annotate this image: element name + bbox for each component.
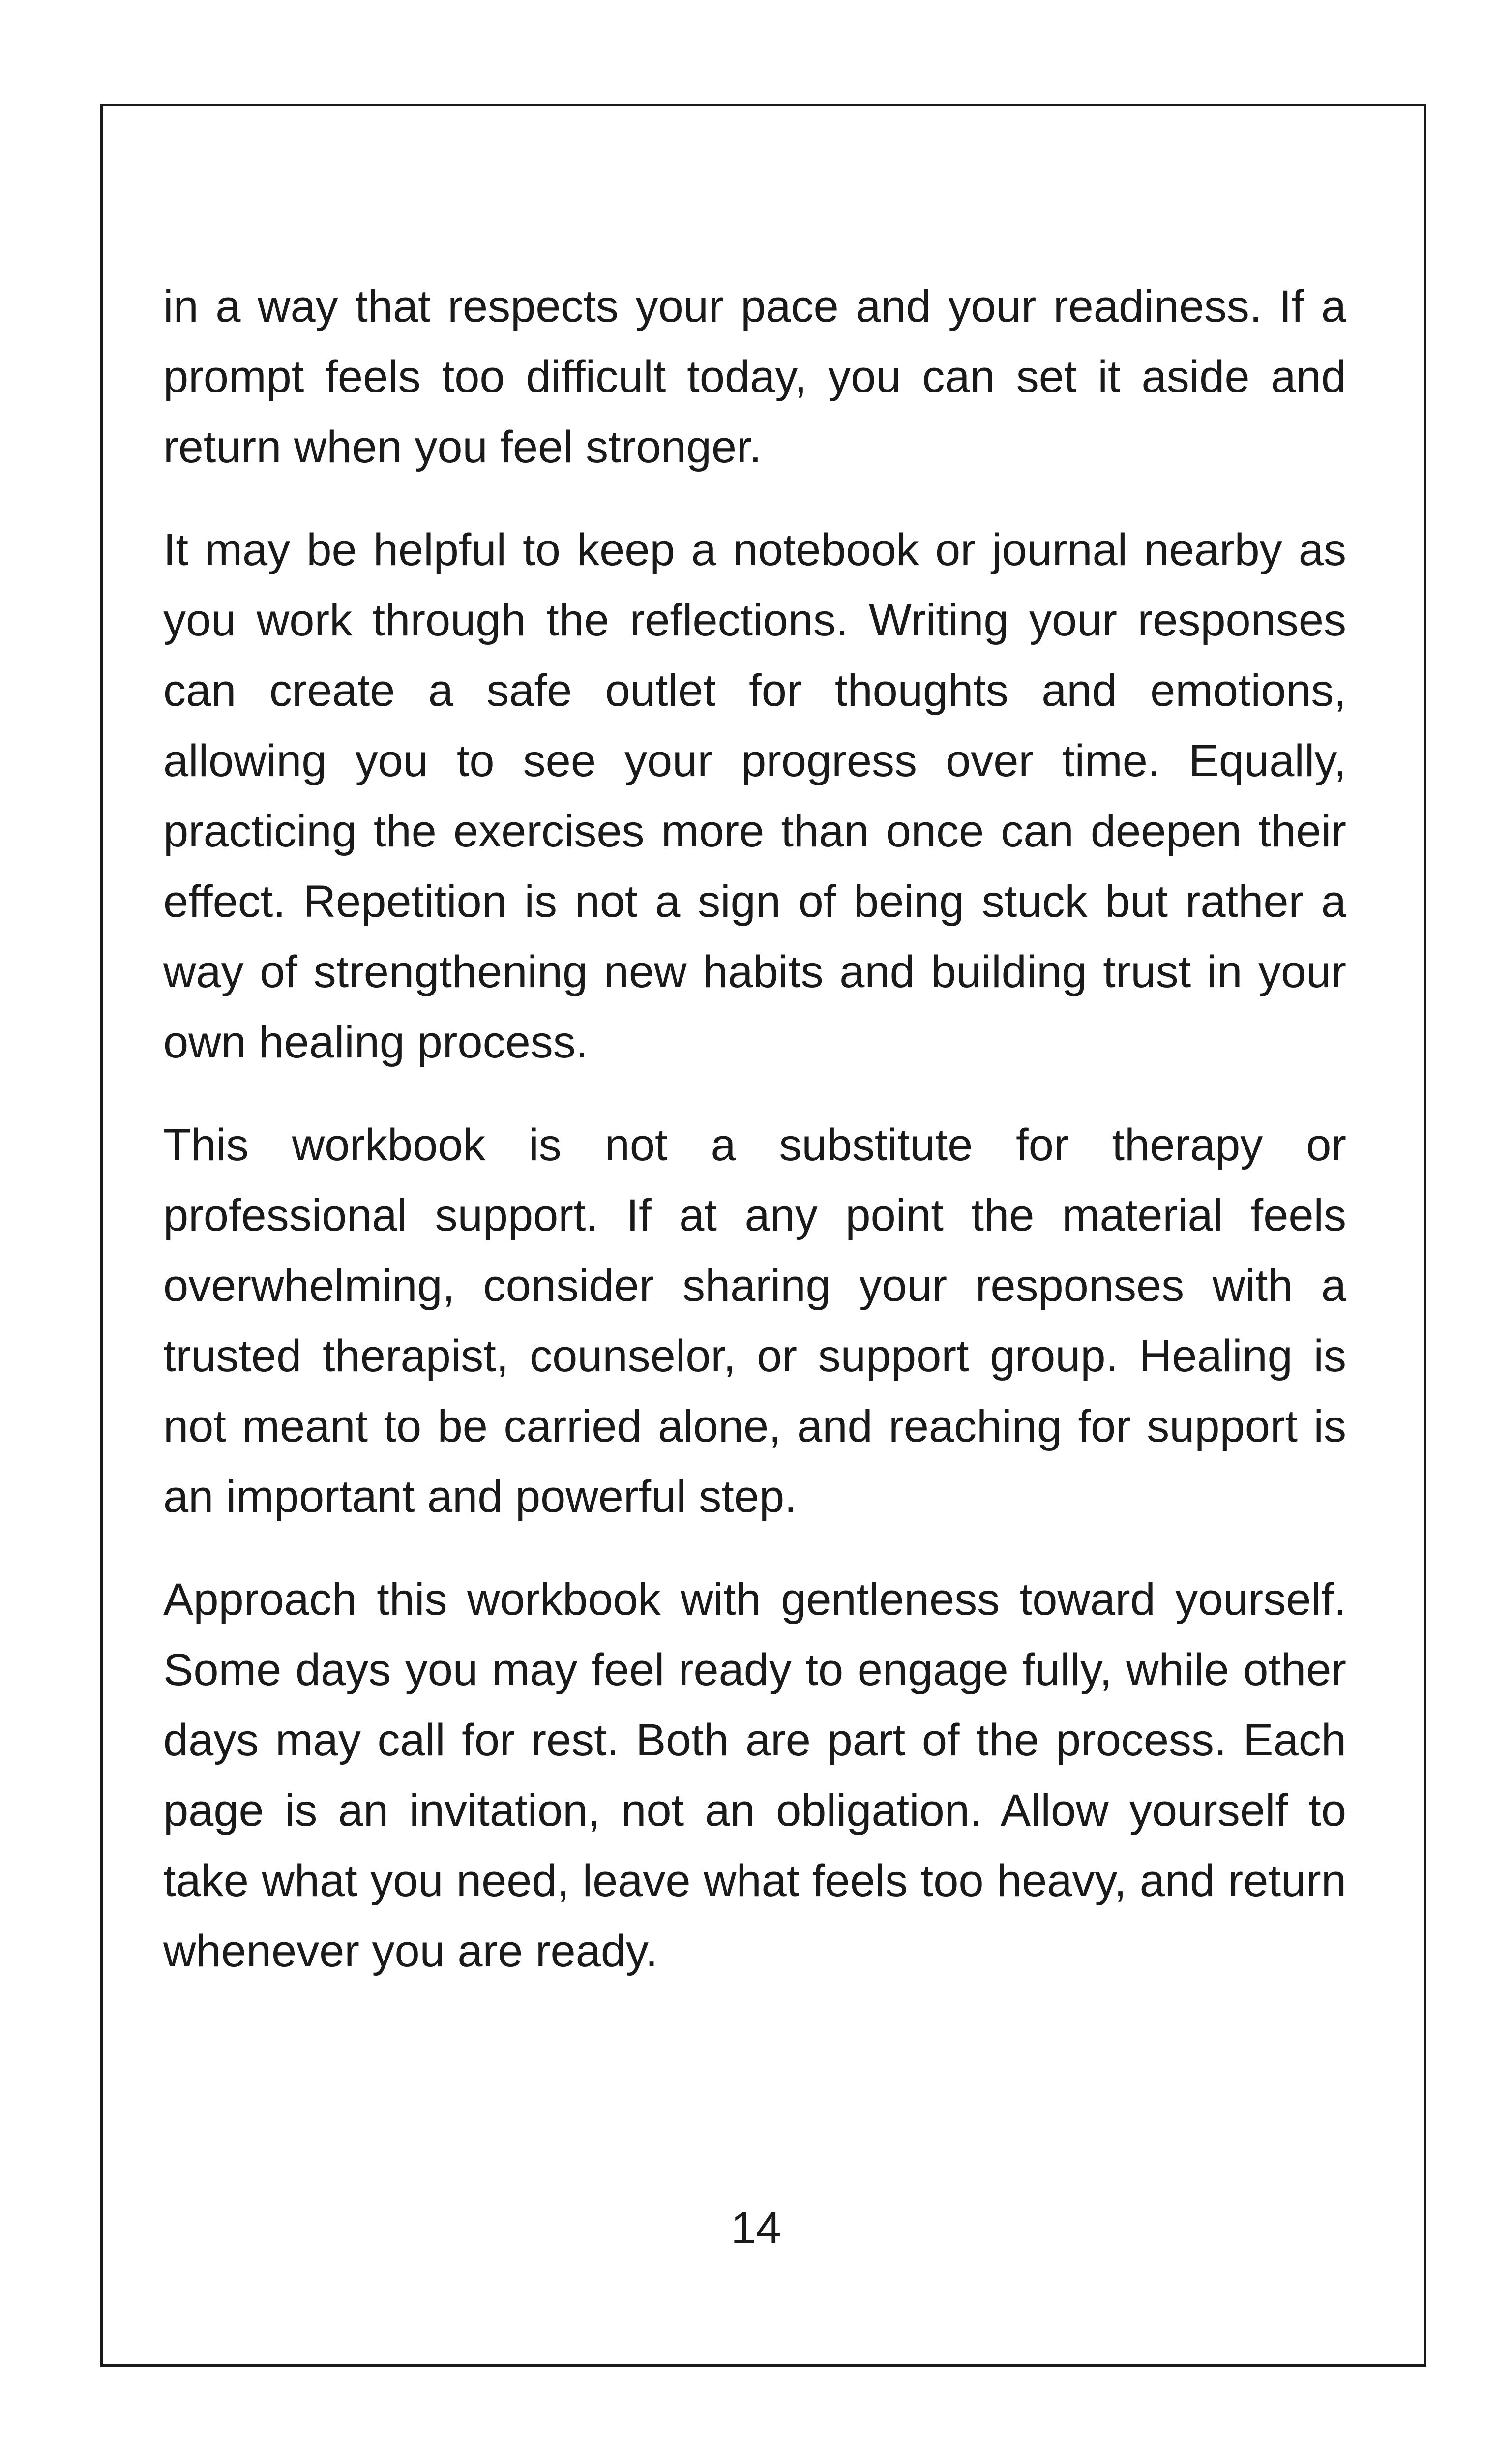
paragraph-4: Approach this workbook with gentleness toward yourself. Some days you may feel ready to engage fully, while other days may call for rest. Both are part of the process. Each page is an invitation, not an obligation. Allow yourself to take what you need, leave what feels too heavy, and return whenever you are ready. <box>163 1574 1346 1976</box>
paragraph-1: in a way that respects your pace and your readiness. If a prompt feels too difficult today, you can set it aside and return when you feel stronger. <box>163 281 1346 472</box>
paragraph-3: This workbook is not a substitute for therapy or professional support. If at any point the material feels overwhelming, consider sharing your responses with a trusted therapist, counselor, or support group. Healing is not meant to be carried alone, and reaching for support is an important and powerful step. <box>163 1120 1346 1522</box>
paragraph-2: It may be helpful to keep a notebook or journal nearby as you work through the reflections. Writing your responses can create a safe outlet for thoughts and emotions, allowing you to see your progress over time. Equally, practicing the exercises more than once can deepen their effect. Repetition is not a sign of being stuck but rather a way of strengthening new habits and building trust in your own healing process. <box>163 525 1346 1067</box>
page-number: 14 <box>731 2203 781 2253</box>
body-text <box>163 271 1346 2019</box>
